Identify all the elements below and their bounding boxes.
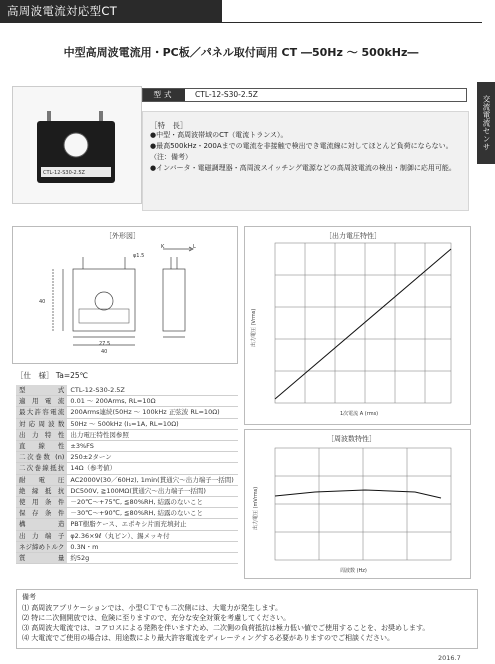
spec-key: 構造: [16, 519, 67, 530]
model-value: CTL-12-S30-2.5Z: [195, 90, 258, 99]
table-row: [16, 508, 238, 519]
spec-key: 二次巻線抵抗: [16, 463, 67, 474]
spec-key: 最大許容電流: [16, 407, 67, 418]
output-chart: [245, 227, 470, 424]
outline-panel: [12, 226, 238, 364]
freq-chart-title: ［周波数特性］: [327, 435, 376, 443]
spec-value: φ2.36×9ℓ（丸ピン）、錫メッキ付: [67, 530, 238, 541]
freq-chart-xlabel: 周波数 (Hz): [340, 568, 367, 574]
spec-value: 50Hz ～ 500kHz (I₁=1A, RL=10Ω): [67, 418, 238, 429]
spec-value: －30℃～+90℃, ≦80%RH, 結露のないこと: [67, 508, 238, 519]
model-box: [142, 88, 467, 102]
spec-value: AC2000V(30／60Hz), 1min(貫通穴～出力端子一括間): [67, 474, 238, 485]
note-item: ⑶ 高周波大電流では、コアロスによる発熱を伴いますため、二次側の負荷抵抗は極力低い値でご使用することを、お奨めします。: [22, 624, 430, 632]
model-label: 型式: [143, 89, 185, 101]
table-row: [16, 407, 238, 418]
page-header: 高周波電流対応型CT: [0, 0, 222, 22]
spec-key: ネジ締めトルク: [16, 541, 67, 552]
spec-table: [16, 385, 238, 564]
spec-value: ±3%FS: [67, 441, 238, 452]
table-row: [16, 385, 238, 396]
spec-key: 直線性: [16, 441, 67, 452]
spec-key: 出力特性: [16, 429, 67, 440]
notes-title: 備考: [22, 593, 36, 601]
spec-key: 対応周波数: [16, 418, 67, 429]
output-chart-xlabel: 1次電流 A (rms): [340, 411, 379, 417]
header-divider: [0, 22, 482, 23]
spec-key: 耐電圧: [16, 474, 67, 485]
table-row: [16, 541, 238, 552]
note-item: ⑴ 高周波アプリケーションでは、小型ＣＴでも二次側には、大電力が発生します。: [22, 604, 282, 612]
feature-item: ●最高500kHz・200Aまでの電流を非接触で検出でき電流線に対してほとんど負荷にならない。（注：備考）: [150, 142, 453, 161]
table-row: [16, 485, 238, 496]
table-row: [16, 441, 238, 452]
output-chart-panel: [244, 226, 471, 425]
page-title: 中型高周波電流用・PC板／パネル取付両用 CT ―50Hz ～ 500kHz―: [63, 46, 419, 59]
freq-chart-panel: [244, 429, 471, 579]
table-row: [16, 429, 238, 440]
spec-key: 適用電流: [16, 396, 67, 407]
dim-label: L: [193, 244, 196, 250]
notes-box: [16, 589, 478, 649]
features-title: ［特 長］: [150, 121, 188, 130]
table-row: [16, 530, 238, 541]
spec-key: 二次巻数 (n): [16, 452, 67, 463]
dim-label: K: [161, 244, 165, 250]
spec-value: －20℃～+75℃, ≦80%RH, 結露のないこと: [67, 497, 238, 508]
spec-key: 質量: [16, 553, 67, 564]
note-item: ⑵ 特に二次側開放では、危険に至りますので、充分な安全対策を考慮してください。: [22, 614, 291, 622]
note-item: ⑷ 大電流でご使用の場合は、用途数により最大許容電流をディレーティングする必要がありますのでご相談ください。: [22, 634, 394, 642]
spec-key: 絶縁抵抗: [16, 485, 67, 496]
output-chart-ylabel: 出力電圧 (Vrms): [251, 308, 257, 347]
dim-label: 40: [101, 349, 108, 355]
output-chart-title: ［出力電圧特性］: [325, 232, 381, 240]
dim-label: 27.5: [99, 341, 111, 347]
freq-chart: [245, 430, 470, 578]
table-row: [16, 474, 238, 485]
spec-value: PBT樹脂ケース、エポキシ片面充填封止: [67, 519, 238, 530]
table-row: [16, 452, 238, 463]
publication-date: 2016.7: [438, 654, 461, 662]
spec-value: 出力電圧特性図参照: [67, 429, 238, 440]
table-row: [16, 418, 238, 429]
spec-key: 保存条件: [16, 508, 67, 519]
spec-key: 型式: [16, 385, 67, 396]
table-row: [16, 463, 238, 474]
spec-value: 200Arms連続(50Hz ～ 100kHz 正弦波 RL=10Ω): [67, 407, 238, 418]
outline-title: ［外形図］: [105, 232, 140, 240]
spec-key: 使用条件: [16, 497, 67, 508]
table-row: [16, 553, 238, 564]
side-tab: 交流電流センサ: [477, 82, 495, 164]
ct-product-image: [13, 87, 141, 203]
spec-value: CTL-12-S30-2.5Z: [67, 385, 238, 396]
spec-value: DC500V, ≧100MΩ(貫通穴～出力端子一括間): [67, 485, 238, 496]
spec-value: 250±2ターン: [67, 452, 238, 463]
table-row: [16, 396, 238, 407]
photo-label: CTL-12-S30-2.5Z: [43, 170, 85, 176]
spec-title: ［仕 様］ Ta=25℃: [16, 371, 89, 380]
table-row: [16, 497, 238, 508]
spec-value: 14Ω（参考値）: [67, 463, 238, 474]
product-photo: [12, 86, 142, 204]
feature-item: ●中型・高周波帯域のCT（電流トランス）。: [150, 131, 288, 139]
dim-label: 40: [39, 299, 46, 305]
dim-label: φ1.5: [133, 253, 145, 259]
outline-drawing: [13, 227, 237, 363]
spec-value: 約52g: [67, 553, 238, 564]
freq-chart-ylabel: 出力電圧 (mVrms): [253, 486, 259, 530]
feature-item: ●インバータ・電磁調理器・高周波スイッチング電源などの高周波電流の検出・制御に応用可能。: [150, 164, 456, 172]
spec-value: 0.01 ～ 200Arms, RL=10Ω: [67, 396, 238, 407]
table-row: [16, 519, 238, 530]
spec-key: 出力端子: [16, 530, 67, 541]
spec-value: 0.3N・m: [67, 541, 238, 552]
